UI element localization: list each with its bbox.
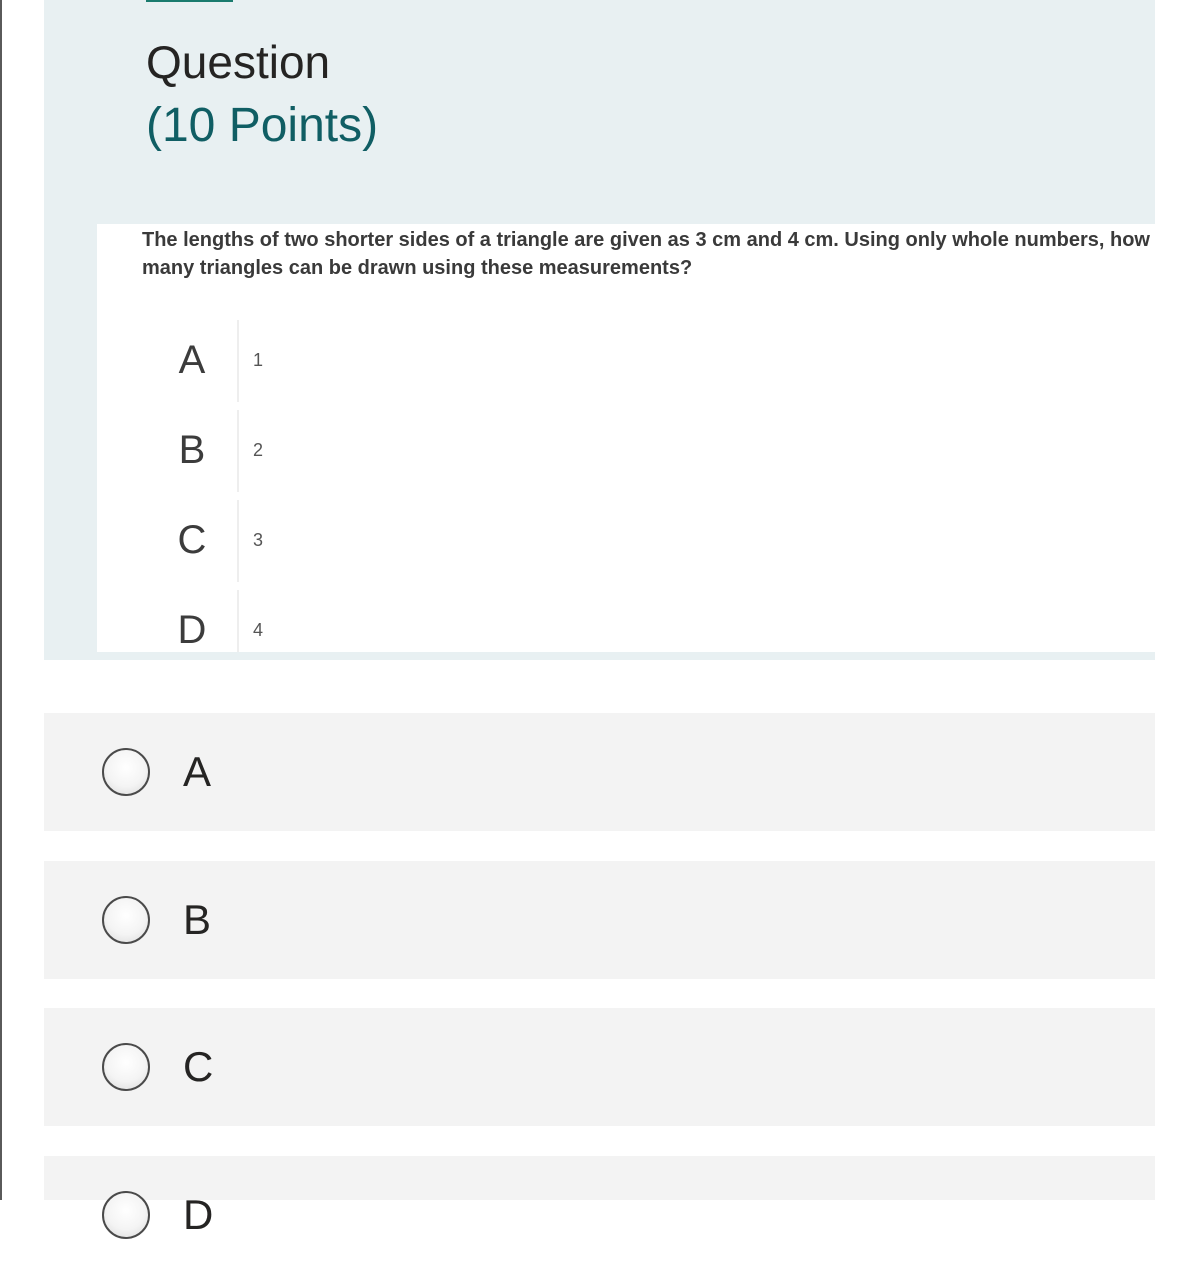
- option-value: 4: [253, 619, 264, 640]
- choice-b[interactable]: [44, 861, 1155, 979]
- radio-button-icon[interactable]: [102, 748, 150, 796]
- option-divider: [237, 320, 239, 402]
- question-image: [97, 224, 1187, 652]
- option-letter: B: [178, 427, 206, 472]
- option-value: 3: [253, 529, 264, 550]
- header-accent-bar: [146, 0, 233, 2]
- option-value: 2: [253, 439, 264, 460]
- question-title: Question: [146, 36, 331, 88]
- option-divider: [237, 410, 239, 492]
- option-letter: A: [178, 337, 206, 382]
- choice-d[interactable]: [44, 1156, 1155, 1238]
- option-row-b: [157, 406, 557, 494]
- option-row-a: [157, 316, 557, 404]
- question-text: The lengths of two shorter sides of a triangle are given as 3 cm and 4 cm. Using only whole numbers, how many triangles can be drawn using these measurements?: [142, 229, 1150, 279]
- radio-button-icon[interactable]: [102, 1191, 150, 1239]
- option-row-d: [157, 586, 557, 652]
- question-points: (10 Points): [146, 99, 379, 152]
- option-letter: D: [177, 607, 207, 652]
- choice-label: C: [183, 1043, 214, 1090]
- radio-button-icon[interactable]: [102, 1043, 150, 1091]
- choice-label: A: [183, 748, 212, 795]
- choice-label: D: [183, 1191, 214, 1238]
- radio-button-icon[interactable]: [102, 896, 150, 944]
- choice-a[interactable]: [44, 713, 1155, 831]
- choice-c[interactable]: [44, 1008, 1155, 1126]
- option-row-c: [157, 496, 557, 584]
- question-header: [44, 0, 1155, 660]
- option-divider: [237, 590, 239, 652]
- choice-label: B: [183, 896, 212, 943]
- left-border: [0, 0, 2, 1200]
- option-divider: [237, 500, 239, 582]
- option-letter: C: [177, 517, 207, 562]
- option-value: 1: [253, 349, 264, 370]
